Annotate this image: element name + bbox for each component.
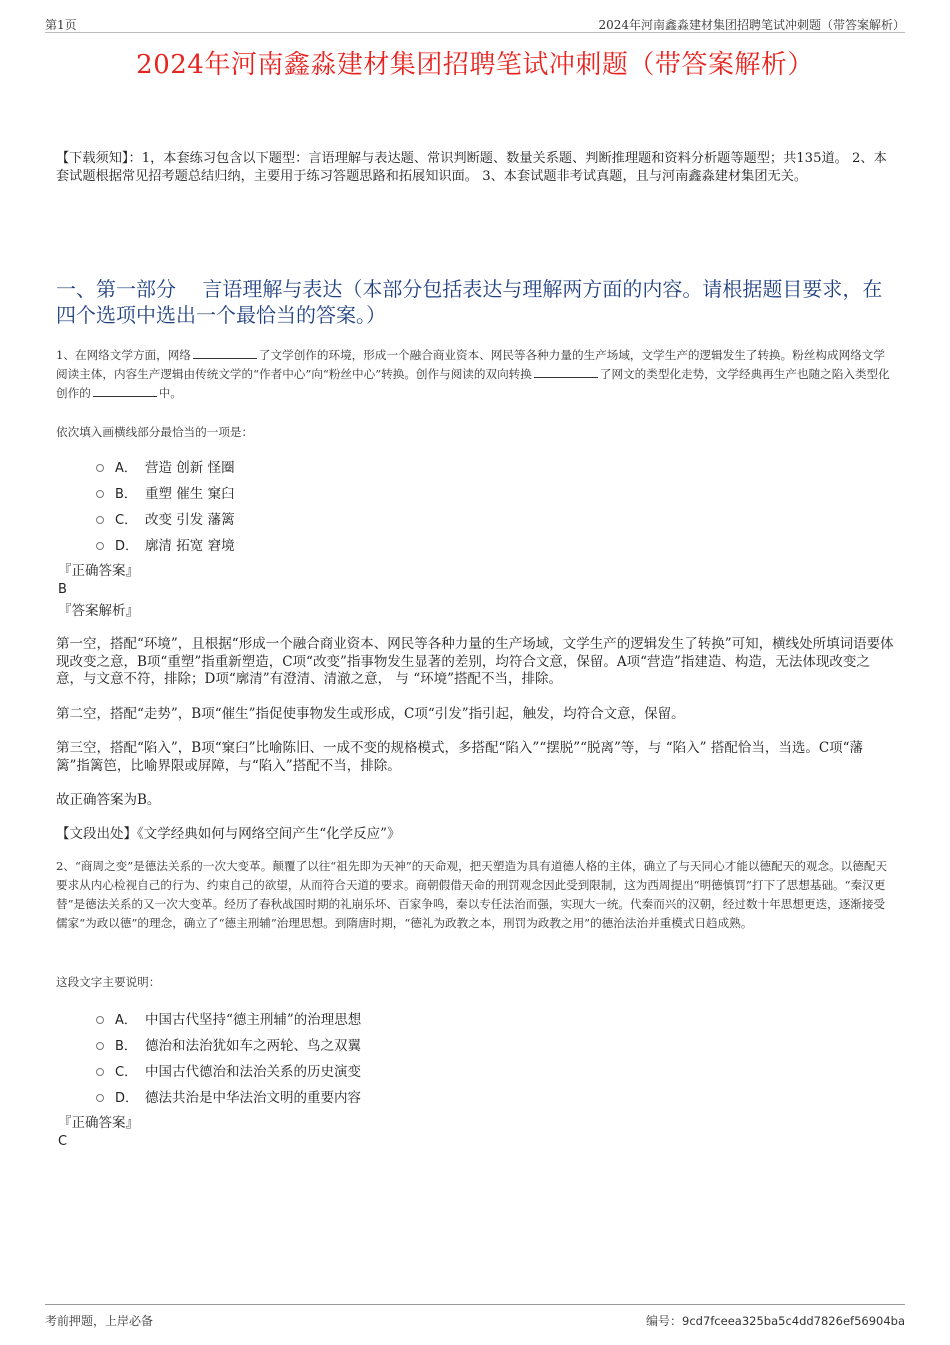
q1-segment-2: 了文学创作的环境，形成一个融合商业资本、网民等各种力量的生产场域，文学生产的逻辑发生了转换。粉丝构成网络文学阅读主体，内容生产逻辑由传统文学的“作者中心”向“粉丝中心”转换。创作与阅读的双向转换 <box>56 348 885 381</box>
q1-analysis-2-wrap <box>56 706 894 724</box>
q1-blank-2 <box>534 367 598 378</box>
q1-analysis-para-2: 第二空，搭配“走势”，B项“催生”指促使事物发生或形成，C项“引发”指引起，触发，均符合文意，保留。 <box>56 706 685 722</box>
radio-icon[interactable] <box>96 464 104 472</box>
radio-icon[interactable] <box>96 516 104 524</box>
q1-analysis-4-wrap <box>56 792 894 810</box>
q1-answer-label: 『正确答案』 <box>58 563 139 579</box>
footer-code-value: 9cd7fceea325ba5c4dd7826ef56904ba <box>682 1314 905 1328</box>
q1-analysis-para-3: 第三空，搭配“陷入”，B项“窠臼”比喻陈旧、一成不变的规格模式，多搭配“陷入”“摆脱”“脱离”等，与 “陷入” 搭配恰当，当选。C项“藩篱”指篱笆，比喻界限或屏障，与“陷入”搭配不当，排除。 <box>56 740 864 774</box>
q2-options <box>96 1005 361 1109</box>
radio-icon[interactable] <box>96 542 104 550</box>
q1-segment-3: 了网文的类型化走势，文学经典再生产也随之陷入类型化创作的 <box>56 367 890 400</box>
q1-option-b[interactable]: B． 重塑 催生 窠臼 <box>96 479 235 505</box>
footer-code-label: 编号： <box>645 1314 682 1328</box>
radio-icon[interactable] <box>96 1042 104 1050</box>
radio-icon[interactable] <box>96 1094 104 1102</box>
q1-answer: B <box>58 582 67 597</box>
q2-option-b[interactable]: B． 德治和法治犹如车之两轮、鸟之双翼 <box>96 1031 361 1057</box>
footer-slogan: 考前押题，上岸必备 <box>45 1314 154 1328</box>
q2-prompt: 这段文字主要说明： <box>56 975 161 989</box>
q1-blank-3 <box>93 386 157 397</box>
q2-option-d[interactable]: D． 德法共治是中华法治文明的重要内容 <box>96 1083 361 1109</box>
page-header <box>45 14 905 33</box>
q1-source: 【文段出处】《文学经典如何与网络空间产生“化学反应”》 <box>56 826 401 842</box>
header-doc-name: 2024年河南鑫淼建材集团招聘笔试冲刺题（带答案解析） <box>598 18 905 32</box>
section-title: 一、第一部分 言语理解与表达（本部分包括表达与理解两方面的内容。请根据题目要求，在四个选项中选出一个最恰当的答案。） <box>56 277 883 327</box>
q1-analysis <box>56 636 894 689</box>
radio-icon[interactable] <box>96 490 104 498</box>
page-footer <box>45 1304 905 1327</box>
q2-option-c[interactable]: C． 中国古代德治和法治关系的历史演变 <box>96 1057 361 1083</box>
radio-icon[interactable] <box>96 1068 104 1076</box>
download-notice: 【下载须知】：1，本套练习包含以下题型：言语理解与表达题、常识判断题、数量关系题、判断推理题和资料分析题等题型；共135道。 2、本套试题根据常见招考题总结归纳，主要用于练习答题思路和拓展知识面。 3、本套试题非考试真题，且与河南鑫淼建材集团无关。 <box>56 151 887 184</box>
q1-options <box>96 453 235 557</box>
q1-analysis-para-1: 第一空，搭配“环境”，且根据“形成一个融合商业资本、网民等各种力量的生产场域，文学生产的逻辑发生了转换”可知，横线处所填词语要体现改变之意，B项“重塑”指重新塑造，C项“改变”指事物发生显著的差别，均符合文意，保留。A项“营造”指建造、构造，无法体现改变之意，与文意不符，排除；D项“廓清”有澄清、清澈之意， 与 “环境”搭配不当，排除。 <box>56 636 894 687</box>
q1-option-d[interactable]: D． 廓清 拓宽 窘境 <box>96 531 235 557</box>
q1-prompt: 依次填入画横线部分最恰当的一项是： <box>56 425 254 439</box>
question-2-text: 2、“商周之变”是德法关系的一次大变革。颠覆了以往“祖先即为天神”的天命观，把天塑造为具有道德人格的主体，确立了与天同心才能以德配天的观念。以德配天要求从内心检视自己的行为、约束自己的欲望，从而符合天道的要求。商朝假借天命的刑罚观念因此受到限制，这为西周提出“明德慎罚”打下了思想基础。“秦汉更替”是德法关系的又一次大变革。经历了春秋战国时期的礼崩乐坏、百家争鸣，秦以专任法治而强，实现大一统。代秦而兴的汉朝，经过数十年思想更迭，逐渐接受儒家“为政以德”的理念，确立了“德主刑辅”治理思想。到隋唐时期，“德礼为政教之本，刑罚为政教之用”的德治法治并重模式日趋成熟。 <box>56 859 888 930</box>
q2-answer: C <box>58 1134 68 1149</box>
q1-segment-4: 中。 <box>158 386 182 400</box>
q1-analysis-3-wrap <box>56 740 894 775</box>
q1-option-c[interactable]: C． 改变 引发 藩篱 <box>96 505 235 531</box>
q1-segment-1: 1、在网络文学方面，网络 <box>56 348 191 362</box>
footer-code <box>646 1312 905 1329</box>
q1-analysis-para-4: 故正确答案为B。 <box>56 792 161 808</box>
question-1-text <box>56 346 894 403</box>
document-title: 2024年河南鑫淼建材集团招聘笔试冲刺题（带答案解析） <box>136 50 814 80</box>
q1-blank-1 <box>193 348 257 359</box>
q2-answer-label: 『正确答案』 <box>58 1115 139 1131</box>
page-number: 第1页 <box>45 18 77 32</box>
radio-icon[interactable] <box>96 1016 104 1024</box>
q2-option-a[interactable]: A． 中国古代坚持“德主刑辅”的治理思想 <box>96 1005 361 1031</box>
q1-analysis-label: 『答案解析』 <box>58 603 139 619</box>
q1-option-a[interactable]: A． 营造 创新 怪圈 <box>96 453 235 479</box>
